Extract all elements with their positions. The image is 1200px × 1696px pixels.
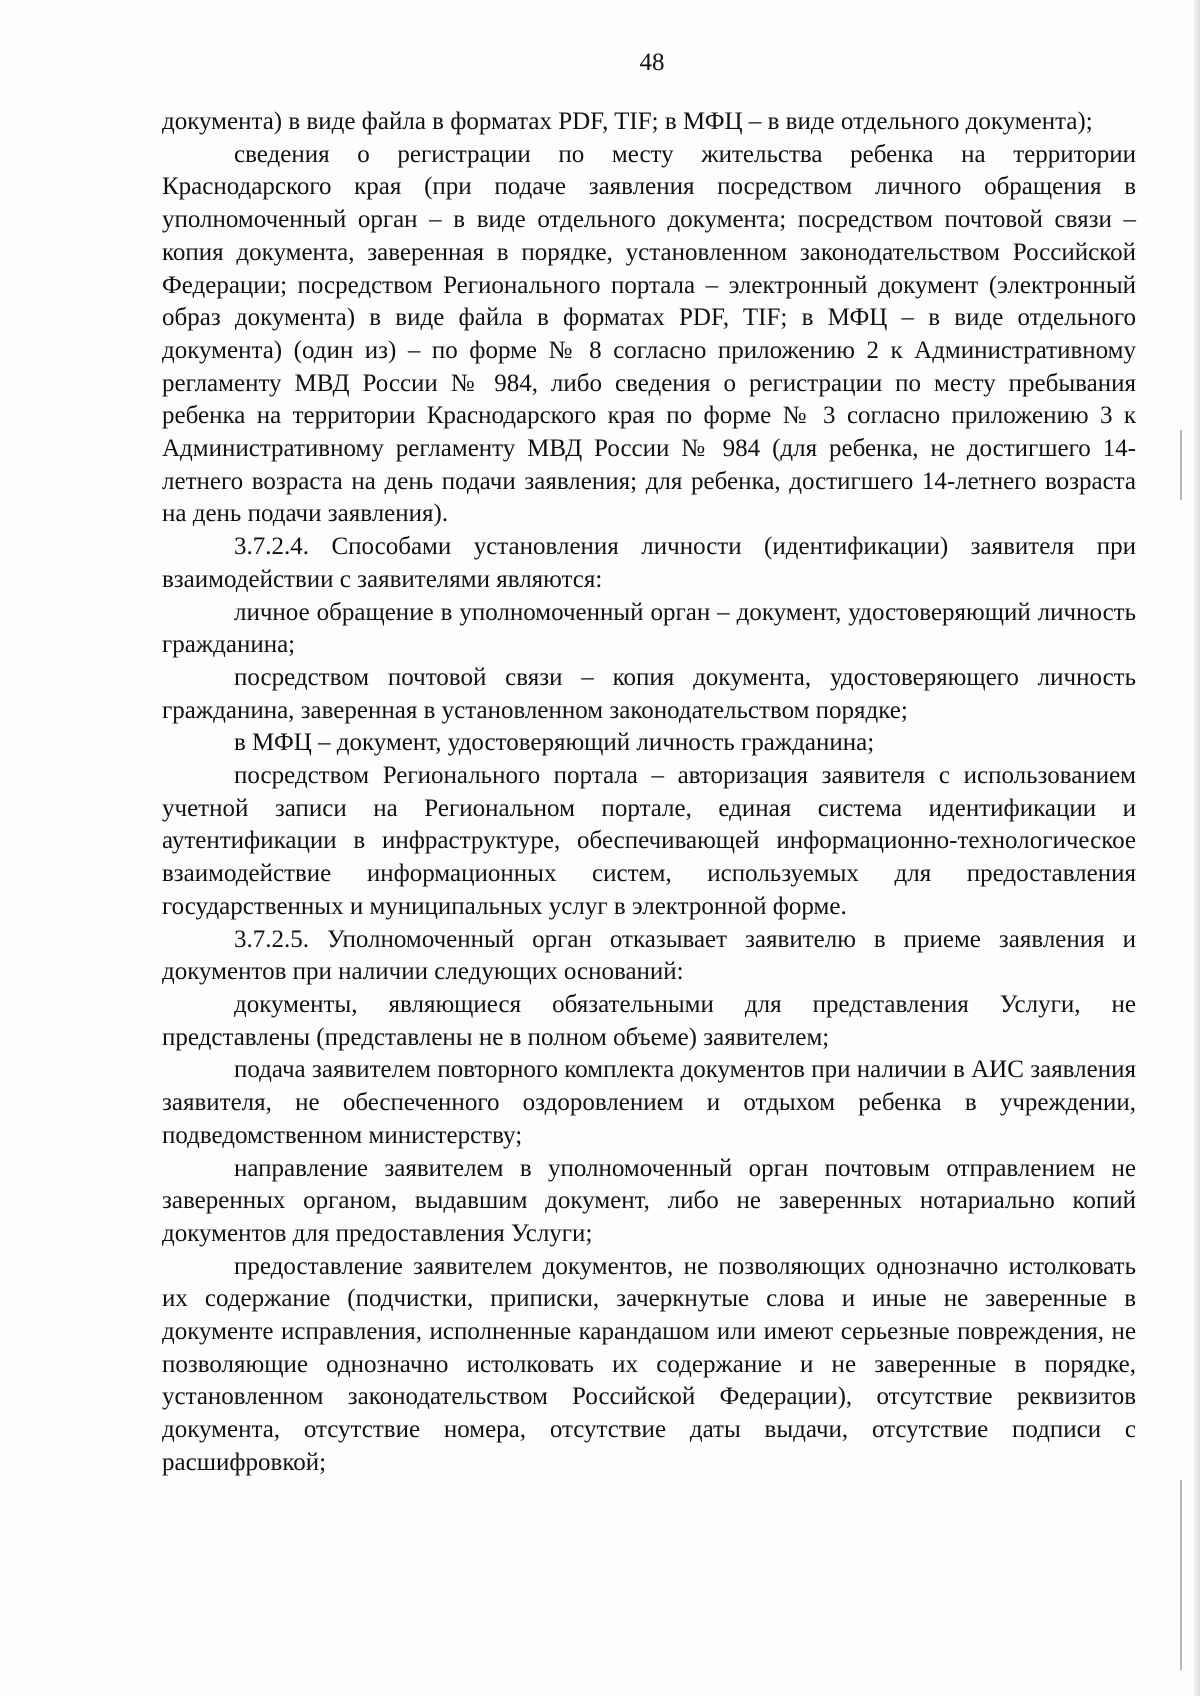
paragraph: посредством Регионального портала – авторизация заявителя с использованием учетной записи на Региональном портале, единая система идентификации и аутентификации в инфраструктуре, обеспечивающей информационно-технологическое взаимодействие информационных систем, используемых для предоставления государственных и муниципальных услуг в электронной форме.	[162, 762, 1136, 920]
paragraph: направление заявителем в уполномоченный орган почтовым отправлением не заверенных органом, выдавшим документ, либо не заверенных нотариально копий документов для предоставления Услуги;	[162, 1154, 1136, 1247]
paragraph: личное обращение в уполномоченный орган – документ, удостоверяющий личность гражданина;	[162, 598, 1136, 659]
paragraph: подача заявителем повторного комплекта документов при наличии в АИС заявления заявителя, не обеспеченного оздоровлением и отдыхом ребенка в учреждении, подведомственном министерству;	[162, 1056, 1136, 1149]
scan-edge	[1194, 0, 1200, 1696]
paragraph: 3.7.2.4. Способами установления личности (идентификации) заявителя при взаимодействии с заявителями являются:	[162, 533, 1136, 593]
paragraph: посредством почтовой связи – копия документа, удостоверяющего личность гражданина, заверенная в установленном законодательством порядке;	[162, 663, 1136, 724]
scan-mark	[1180, 1480, 1182, 1670]
paragraph: документа) в виде файла в форматах PDF, TIF; в МФЦ – в виде отдельного документа);	[162, 108, 1093, 135]
paragraph: 3.7.2.5. Уполномоченный орган отказывает заявителю в приеме заявления и документов при наличии следующих оснований:	[162, 925, 1136, 986]
paragraph: сведения о регистрации по месту жительства ребенка на территории Краснодарского края (при подаче заявления посредством личного обращения в уполномоченный орган – в виде отдельного документа; посредством почтовой связи – копия документа, заверенная в порядке, установленном законодательством Российской Федерации; посредством Регионального портала – электронный документ (электронный образ документа) в виде файла в форматах PDF, TIF; в МФЦ – в виде отдельного документа) (один из) – по форме № 8 согласно приложению 2 к Административному регламенту МВД России № 984, либо сведения о регистрации по месту пребывания ребенка на территории Краснодарского края по форме № 3 согласно приложению 3 к Административному регламенту МВД России № 984 (для ребенка, не достигшего 14-летнего возраста на день подачи заявления; для ребенка, достигшего 14-летнего возраста на день подачи заявления).	[162, 140, 1136, 528]
paragraph: документы, являющиеся обязательными для представления Услуги, не представлены (представлены не в полном объеме) заявителем;	[162, 990, 1136, 1051]
paragraph: в МФЦ – документ, удостоверяющий личность гражданина;	[234, 729, 875, 757]
scan-mark	[1180, 430, 1182, 500]
body-text	[162, 106, 1136, 1480]
page-number: 48	[639, 49, 665, 76]
paragraph: предоставление заявителем документов, не позволяющих однозначно истолковать их содержание (подчистки, приписки, зачеркнутые слова и иные не заверенные в документе исправления, исполненные карандашом или имеют серьезные повреждения, не позволяющие однозначно истолковать их содержание и не заверенные в порядке, установленном законодательством Российской Федерации), отсутствие реквизитов документа, отсутствие номера, отсутствие даты выдачи, отсутствие подписи с расшифровкой;	[162, 1252, 1136, 1476]
